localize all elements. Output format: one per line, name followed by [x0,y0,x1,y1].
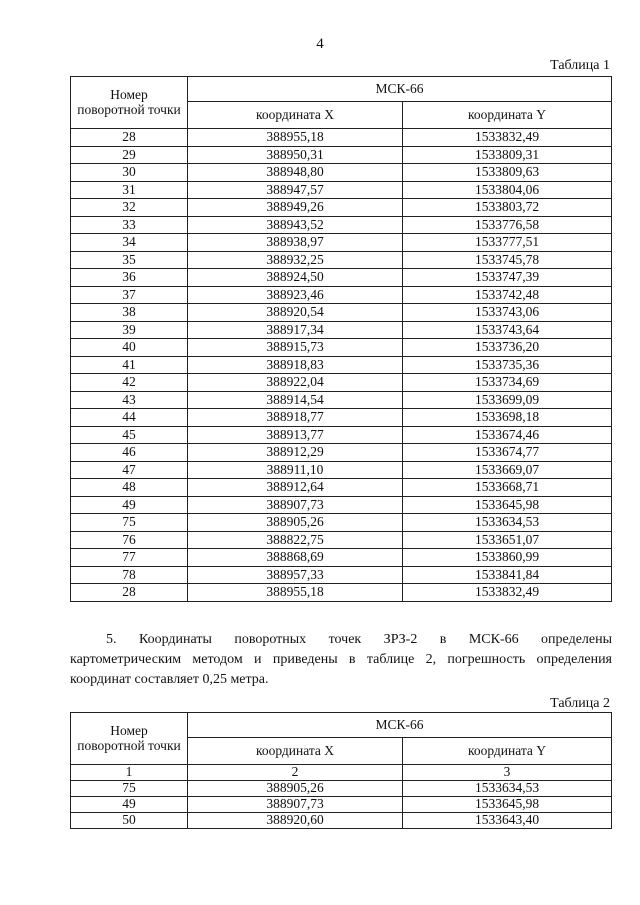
point-number-cell: 31 [71,181,188,199]
coordinate-x-cell: 388950,31 [188,146,403,164]
table-row [71,514,612,532]
point-number-cell: 48 [71,479,188,497]
header-coordinate-x: координата X [188,738,403,765]
point-number-cell: 32 [71,199,188,217]
point-number-cell: 49 [71,797,188,813]
coordinate-x-cell: 388913,77 [188,426,403,444]
column-number: 3 [403,765,612,781]
coordinate-x-cell: 388917,34 [188,321,403,339]
point-number-cell: 47 [71,461,188,479]
table1-body [71,129,612,602]
paragraph-first-line: 5. Координаты поворотных точек ЗРЗ-2 в МСК-66 определены [106,632,612,647]
coordinate-x-cell: 388918,83 [188,356,403,374]
point-number-cell: 43 [71,391,188,409]
header-point-number: Номер поворотной точки [71,713,188,765]
coordinate-x-cell: 388912,29 [188,444,403,462]
point-number-cell: 76 [71,531,188,549]
coordinate-y-cell: 1533668,71 [403,479,612,497]
point-number-cell: 37 [71,286,188,304]
coordinate-y-cell: 1533743,64 [403,321,612,339]
header-point-number: Номер поворотной точки [71,77,188,129]
point-number-cell: 40 [71,339,188,357]
coordinate-y-cell: 1533634,53 [403,781,612,797]
paragraph-5 [70,630,612,690]
point-number-cell: 33 [71,216,188,234]
table-row [71,566,612,584]
point-number-cell: 36 [71,269,188,287]
coordinate-y-cell: 1533743,06 [403,304,612,322]
coordinate-x-cell: 388822,75 [188,531,403,549]
point-number-cell: 49 [71,496,188,514]
table2-body [71,765,612,829]
point-number-cell: 50 [71,813,188,829]
point-number-cell: 34 [71,234,188,252]
coordinate-y-cell: 1533734,69 [403,374,612,392]
table-row [71,216,612,234]
table-row [71,461,612,479]
coordinate-y-cell: 1533698,18 [403,409,612,427]
coordinate-y-cell: 1533735,36 [403,356,612,374]
column-number-row [71,765,612,781]
header-coordinate-y: координата Y [403,738,612,765]
point-number-cell: 30 [71,164,188,182]
point-number-cell: 39 [71,321,188,339]
coordinate-x-cell: 388943,52 [188,216,403,234]
table1-caption: Таблица 1 [550,58,610,73]
coordinate-x-cell: 388924,50 [188,269,403,287]
coordinate-y-cell: 1533803,72 [403,199,612,217]
table-row [71,304,612,322]
table-row [71,199,612,217]
table-row [71,391,612,409]
coordinate-x-cell: 388920,54 [188,304,403,322]
coordinate-y-cell: 1533669,07 [403,461,612,479]
table-row [71,426,612,444]
coordinate-x-cell: 388905,26 [188,781,403,797]
coordinate-x-cell: 388915,73 [188,339,403,357]
coordinate-y-cell: 1533832,49 [403,584,612,602]
coordinates-table-2 [70,712,612,829]
coordinate-x-cell: 388957,33 [188,566,403,584]
paragraph-rest: картометрическим методом и приведены в таблице 2, погрешность определения координат составляет 0,25 метра. [70,652,612,687]
point-number-cell: 35 [71,251,188,269]
coordinate-y-cell: 1533674,77 [403,444,612,462]
table-row [71,584,612,602]
table-row [71,409,612,427]
coordinate-y-cell: 1533742,48 [403,286,612,304]
coordinate-x-cell: 388955,18 [188,129,403,147]
coordinate-y-cell: 1533645,98 [403,496,612,514]
table-row [71,164,612,182]
coordinate-y-cell: 1533651,07 [403,531,612,549]
coordinate-y-cell: 1533841,84 [403,566,612,584]
coordinate-y-cell: 1533809,31 [403,146,612,164]
coordinate-x-cell: 388922,04 [188,374,403,392]
coordinate-x-cell: 388914,54 [188,391,403,409]
point-number-cell: 75 [71,781,188,797]
coordinate-y-cell: 1533832,49 [403,129,612,147]
table-row [71,374,612,392]
table-row [71,813,612,829]
coordinate-x-cell: 388932,25 [188,251,403,269]
coordinate-y-cell: 1533643,40 [403,813,612,829]
coordinate-y-cell: 1533745,78 [403,251,612,269]
point-number-cell: 77 [71,549,188,567]
table-row [71,531,612,549]
table-row [71,339,612,357]
coordinate-x-cell: 388905,26 [188,514,403,532]
point-number-cell: 28 [71,129,188,147]
column-number: 2 [188,765,403,781]
coordinate-x-cell: 388918,77 [188,409,403,427]
coordinate-x-cell: 388911,10 [188,461,403,479]
column-number: 1 [71,765,188,781]
point-number-cell: 41 [71,356,188,374]
table-row [71,251,612,269]
coordinate-x-cell: 388949,26 [188,199,403,217]
coordinate-y-cell: 1533860,99 [403,549,612,567]
point-number-cell: 75 [71,514,188,532]
header-coordinate-y: координата Y [403,102,612,129]
coordinate-y-cell: 1533736,20 [403,339,612,357]
point-number-cell: 44 [71,409,188,427]
table-row [71,321,612,339]
table-row [71,479,612,497]
table-row [71,269,612,287]
point-number-cell: 46 [71,444,188,462]
coordinate-x-cell: 388948,80 [188,164,403,182]
coordinate-y-cell: 1533645,98 [403,797,612,813]
table-row [71,181,612,199]
coordinate-x-cell: 388868,69 [188,549,403,567]
table-row [71,146,612,164]
coordinate-y-cell: 1533776,58 [403,216,612,234]
table-row [71,496,612,514]
coordinate-y-cell: 1533674,46 [403,426,612,444]
coordinate-x-cell: 388912,64 [188,479,403,497]
table-row [71,234,612,252]
coordinate-x-cell: 388938,97 [188,234,403,252]
table-row [71,444,612,462]
table-row [71,356,612,374]
coordinate-y-cell: 1533809,63 [403,164,612,182]
header-coordinate-system: МСК-66 [188,713,612,738]
point-number-cell: 78 [71,566,188,584]
table-row [71,797,612,813]
coordinates-table-1 [70,76,612,602]
point-number-cell: 28 [71,584,188,602]
point-number-cell: 38 [71,304,188,322]
coordinate-x-cell: 388920,60 [188,813,403,829]
table-row [71,129,612,147]
coordinate-y-cell: 1533804,06 [403,181,612,199]
coordinate-x-cell: 388923,46 [188,286,403,304]
coordinate-x-cell: 388907,73 [188,496,403,514]
table-row [71,286,612,304]
coordinate-y-cell: 1533634,53 [403,514,612,532]
coordinate-x-cell: 388955,18 [188,584,403,602]
coordinate-y-cell: 1533777,51 [403,234,612,252]
coordinate-x-cell: 388947,57 [188,181,403,199]
header-coordinate-x: координата X [188,102,403,129]
coordinate-x-cell: 388907,73 [188,797,403,813]
point-number-cell: 29 [71,146,188,164]
coordinate-y-cell: 1533747,39 [403,269,612,287]
page-number: 4 [316,36,324,52]
table-row [71,549,612,567]
table2-caption: Таблица 2 [550,696,610,711]
table-row [71,781,612,797]
coordinate-y-cell: 1533699,09 [403,391,612,409]
header-coordinate-system: МСК-66 [188,77,612,102]
point-number-cell: 45 [71,426,188,444]
point-number-cell: 42 [71,374,188,392]
